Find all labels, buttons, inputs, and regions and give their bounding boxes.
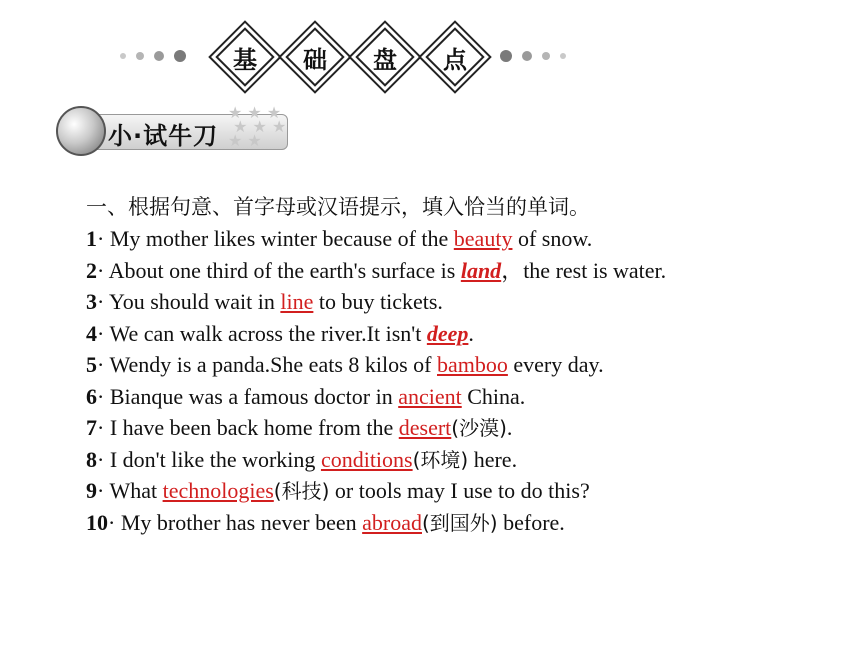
- answer-text: conditions: [320, 446, 413, 472]
- item-text-before: I don't like the working: [109, 446, 321, 472]
- item-text-before: My brother has never been: [120, 509, 363, 535]
- answer-text: beauty: [453, 226, 513, 251]
- chinese-hint: (到国外): [422, 510, 498, 535]
- answer-text: line: [280, 289, 314, 314]
- exercise-item-2: [86, 255, 846, 287]
- item-text-after: to buy tickets.: [313, 289, 443, 314]
- chinese-hint: (科技): [273, 479, 330, 503]
- section-tag-label: 小·试牛刀: [108, 122, 219, 150]
- item-text-before: I have been back home from the: [109, 415, 399, 440]
- header-diamond-4: 点: [426, 28, 484, 86]
- exercise-content: [86, 192, 846, 538]
- item-number: 5: [86, 352, 97, 377]
- exercise-item-6: [86, 381, 846, 413]
- exercise-item-9: [86, 475, 846, 507]
- exercise-item-5: [86, 349, 846, 381]
- header-diamond-2: 础: [286, 28, 344, 86]
- item-text-after: .: [506, 415, 513, 440]
- item-separator: ·: [97, 226, 105, 251]
- item-number: 10: [86, 509, 108, 535]
- section-header-banner: [120, 26, 580, 86]
- item-text-after: China.: [461, 383, 526, 409]
- item-number: 1: [86, 226, 97, 251]
- dot-icon: [500, 50, 512, 62]
- item-text-after: before.: [497, 509, 565, 535]
- item-text-before: Wendy is a panda.She eats 8 kilos of: [109, 352, 437, 377]
- item-separator: ·: [97, 446, 105, 472]
- item-number: 9: [86, 478, 97, 503]
- chinese-hint: (沙漠): [451, 416, 507, 440]
- item-number: 8: [86, 446, 97, 472]
- item-text-after: of snow.: [512, 226, 593, 251]
- item-separator: ·: [97, 415, 105, 440]
- item-number: 7: [86, 415, 97, 440]
- item-separator: ·: [97, 383, 105, 409]
- dot-icon: [522, 51, 532, 61]
- answer-text: deep: [426, 320, 469, 346]
- answer-text: land: [460, 257, 502, 283]
- dot-icon: [560, 53, 566, 59]
- section-tag: [56, 103, 306, 156]
- item-separator: ·: [97, 320, 105, 346]
- item-separator: ·: [97, 478, 105, 503]
- header-diamond-3: 盘: [356, 28, 414, 86]
- instruction-text: 一、根据句意、首字母或汉语提示，填入恰当的单词。: [86, 195, 590, 219]
- item-separator: ·: [97, 257, 105, 283]
- item-text-before: What: [109, 478, 163, 503]
- item-text-after: .: [468, 320, 474, 346]
- chinese-hint: (环境): [412, 447, 469, 472]
- item-text-before: My mother likes winter because of the: [109, 226, 454, 251]
- exercise-item-10: [86, 507, 846, 539]
- item-text-after: every day.: [507, 352, 604, 377]
- exercise-item-3: [86, 286, 846, 318]
- item-text-after: or tools may I use to do this?: [329, 478, 590, 503]
- exercise-item-7: [86, 412, 846, 444]
- item-text-before: You should wait in: [109, 289, 281, 314]
- dot-icon: [154, 51, 164, 61]
- decorative-dots-right: [500, 50, 566, 62]
- answer-text: technologies: [162, 478, 274, 503]
- item-text-after: here.: [468, 446, 518, 472]
- item-number: 3: [86, 289, 97, 314]
- item-separator: ·: [97, 352, 105, 377]
- dot-icon: [120, 53, 126, 59]
- item-text-after: ，the rest is water.: [501, 257, 667, 283]
- exercise-item-8: [86, 444, 846, 476]
- stars-decoration-icon: ★ ★ ★ ★ ★ ★ ★ ★: [228, 103, 287, 150]
- sphere-icon: [56, 106, 106, 156]
- item-text-before: About one third of the earth's surface is: [108, 257, 461, 283]
- dot-icon: [174, 50, 186, 62]
- answer-text: bamboo: [437, 352, 508, 377]
- exercise-item-1: [86, 223, 846, 255]
- item-number: 4: [86, 320, 97, 346]
- item-number: 6: [86, 383, 97, 409]
- header-diamond-1: 基: [216, 28, 274, 86]
- dot-icon: [542, 52, 550, 60]
- decorative-dots-left: [120, 50, 186, 62]
- dot-icon: [136, 52, 144, 60]
- item-text-before: We can walk across the river.It isn't: [109, 320, 427, 346]
- item-number: 2: [86, 257, 97, 283]
- answer-text: abroad: [362, 509, 422, 535]
- answer-text: desert: [398, 415, 452, 440]
- answer-text: ancient: [398, 383, 462, 409]
- item-separator: ·: [97, 289, 105, 314]
- item-separator: ·: [108, 509, 116, 535]
- item-text-before: Bianque was a famous doctor in: [109, 383, 399, 409]
- exercise-item-4: [86, 318, 846, 350]
